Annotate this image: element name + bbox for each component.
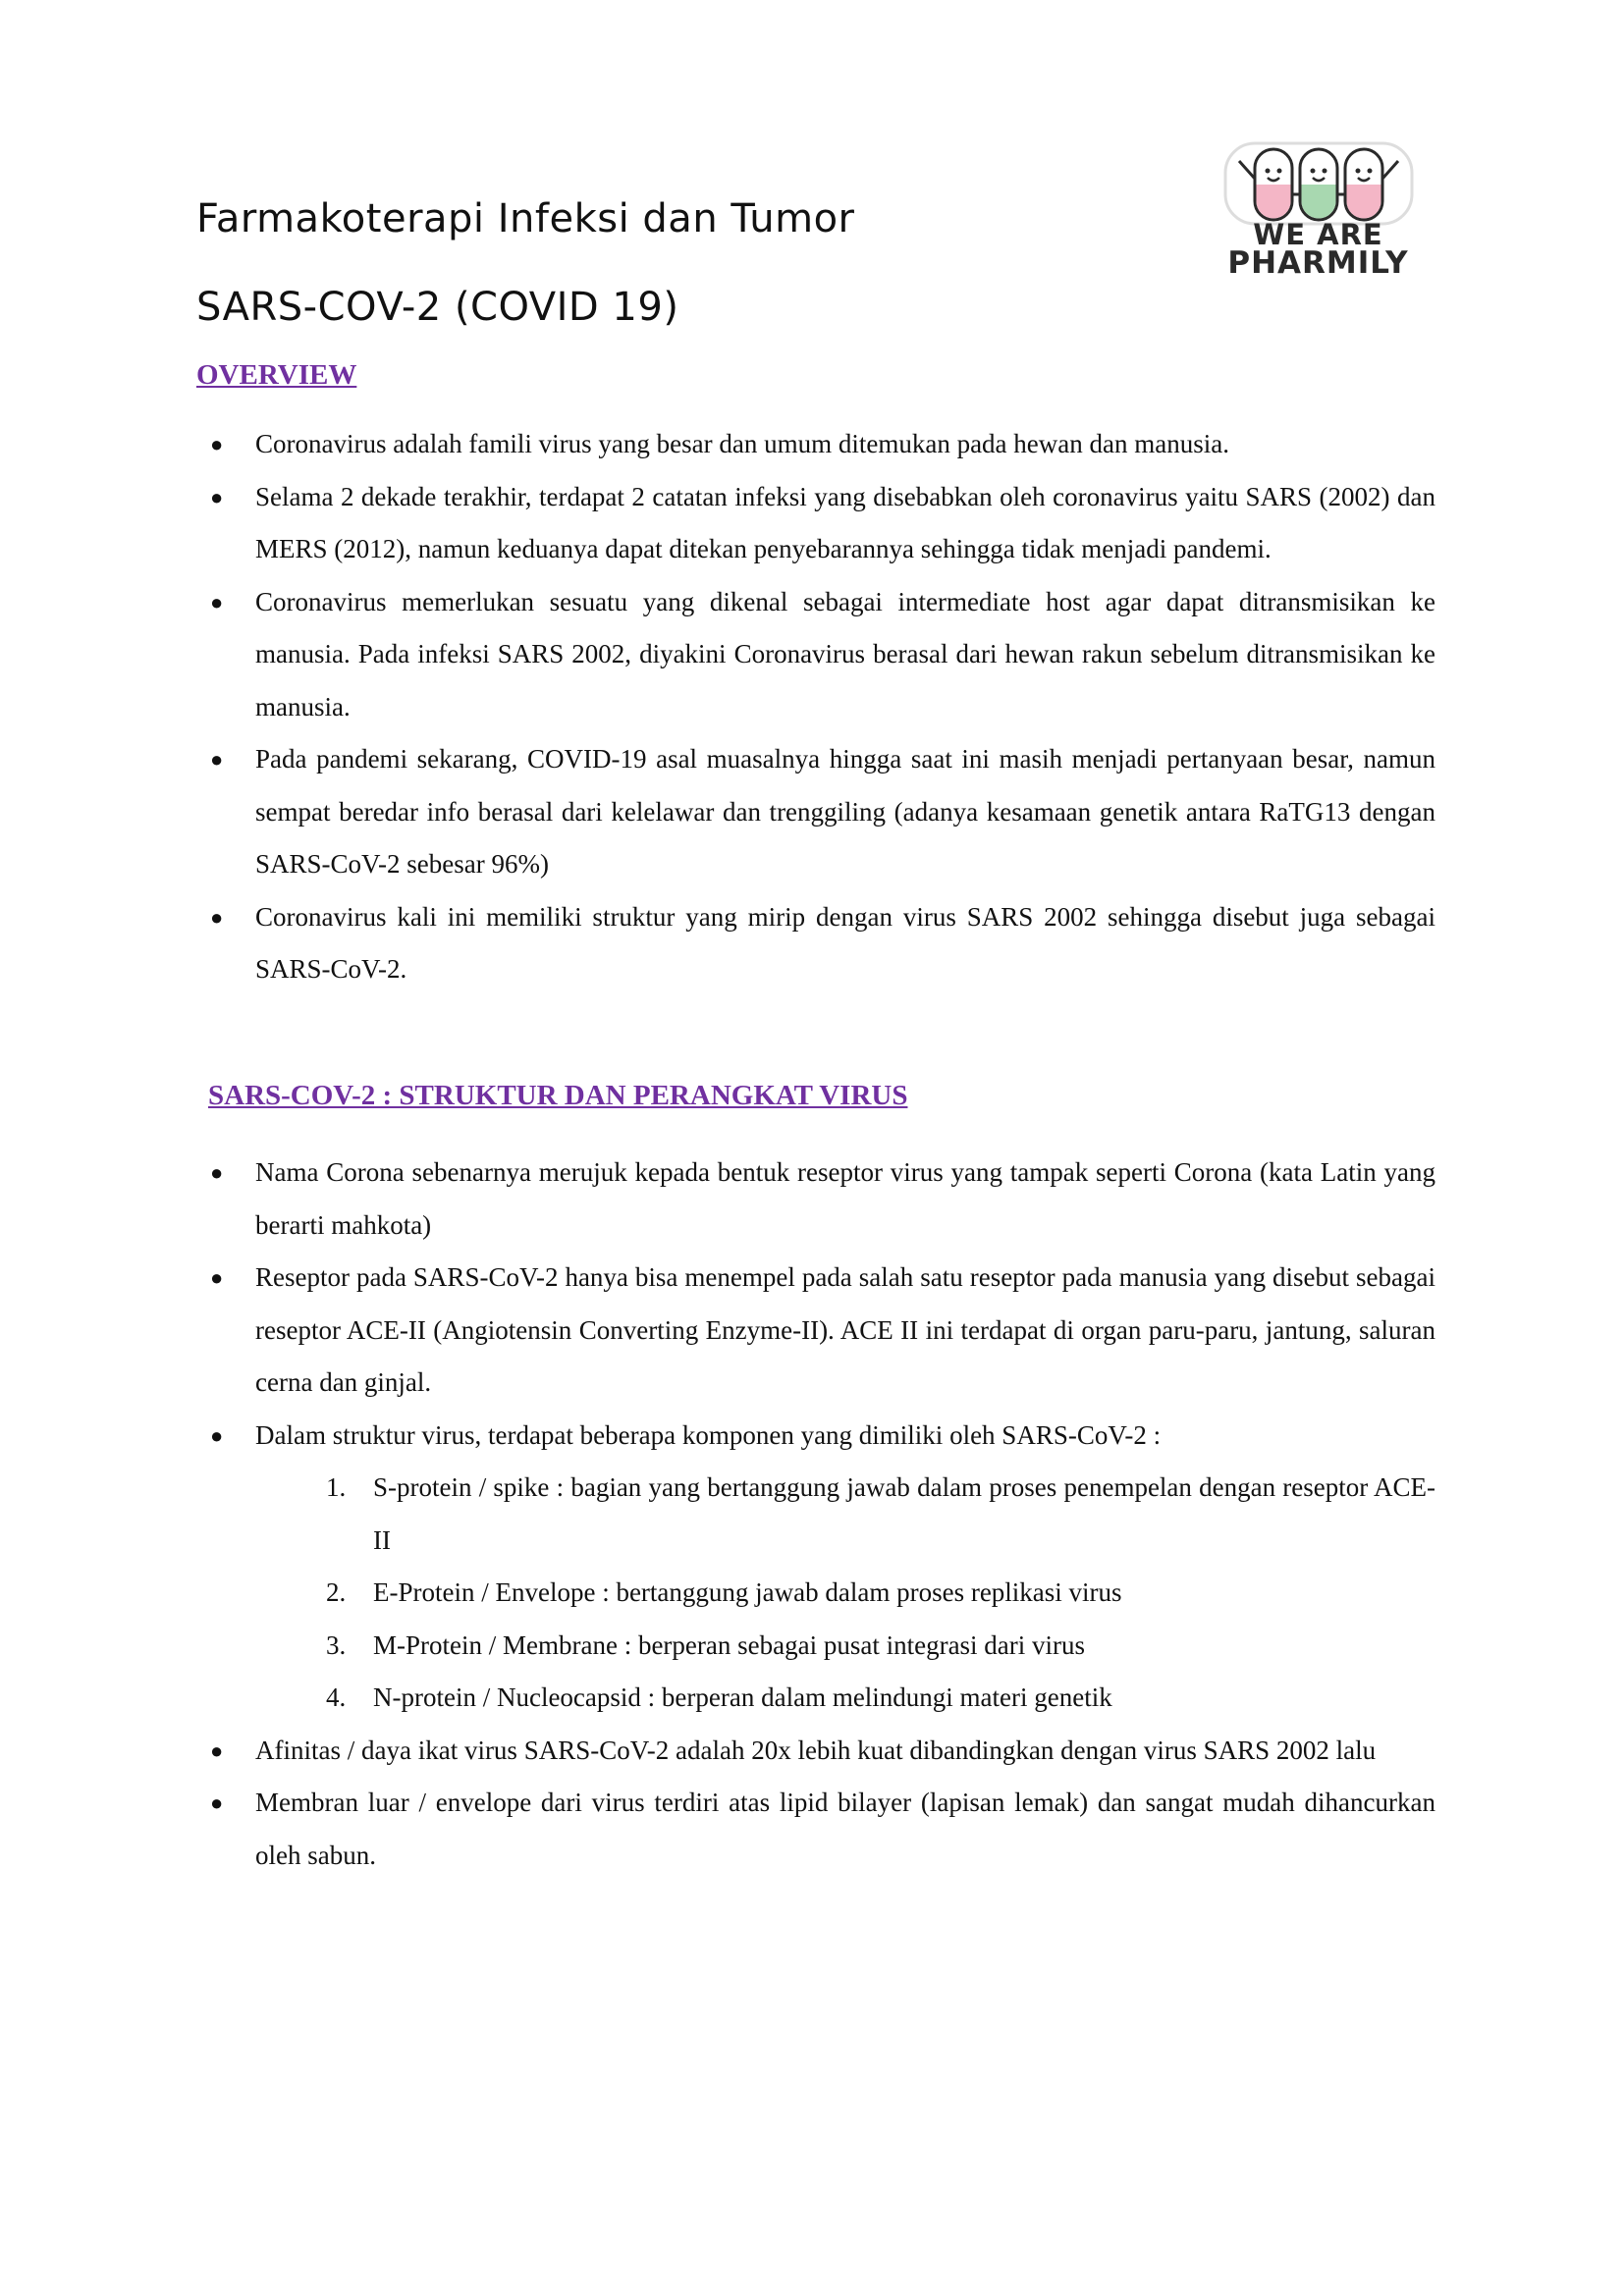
bullet-icon: ● xyxy=(210,904,224,930)
item-text: M-Protein / Membrane : berperan sebagai pusat integrasi dari virus xyxy=(373,1629,1086,1660)
overview-section xyxy=(196,418,1435,996)
item-text: N-protein / Nucleocapsid : berperan dalam melindungi materi genetik xyxy=(373,1682,1112,1712)
we-are-pharmily-logo xyxy=(1218,139,1419,287)
numbered-item xyxy=(314,1567,1435,1620)
bullet-icon: ● xyxy=(210,1265,224,1290)
logo-text-line1: WE ARE xyxy=(1253,218,1383,251)
bullet-item xyxy=(196,733,1435,891)
item-text: E-Protein / Envelope : bertanggung jawab dalam proses replikasi virus xyxy=(373,1577,1122,1607)
bullet-item xyxy=(196,1252,1435,1410)
numbered-item xyxy=(314,1620,1435,1673)
bullet-icon: ● xyxy=(210,484,224,509)
numbered-item xyxy=(314,1672,1435,1725)
bullet-icon: ● xyxy=(210,747,224,772)
bullet-icon: ● xyxy=(210,1160,224,1185)
item-number: 4. xyxy=(326,1682,347,1712)
bullet-item xyxy=(196,1725,1435,1778)
bullet-text: Nama Corona sebenarnya merujuk kepada bentuk reseptor virus yang tampak seperti Corona (kata Latin yang berarti mahkota) xyxy=(255,1157,1435,1240)
bullet-text: Coronavirus adalah famili virus yang besar dan umum ditemukan pada hewan dan manusia. xyxy=(255,429,1229,458)
bullet-icon: ● xyxy=(210,1422,224,1448)
bullet-item xyxy=(196,1147,1435,1252)
bullet-text: Dalam struktur virus, terdapat beberapa komponen yang dimiliki oleh SARS-CoV-2 : xyxy=(255,1419,1162,1450)
struktur-bullet-list xyxy=(196,1147,1435,1882)
bullet-item xyxy=(196,891,1435,996)
document-title: Farmakoterapi Infeksi dan Tumor xyxy=(196,196,855,241)
numbered-item xyxy=(314,1462,1435,1567)
bullet-text: Afinitas / daya ikat virus SARS-CoV-2 adalah 20x lebih kuat dibandingkan dengan virus SARS 2002 lalu xyxy=(255,1735,1377,1765)
bullet-item xyxy=(196,471,1435,576)
struktur-heading: SARS-COV-2 : STRUKTUR DAN PERANGKAT VIRUS xyxy=(208,1080,908,1111)
overview-bullet-list xyxy=(196,418,1435,996)
item-number: 2. xyxy=(326,1577,347,1607)
bullet-icon: ● xyxy=(210,432,224,456)
bullet-icon: ● xyxy=(210,1737,224,1763)
bullet-text: Coronavirus memerlukan sesuatu yang dikenal sebagai intermediate host agar dapat ditransmisikan ke manusia. Pada infeksi SARS 2002, diyakini Coronavirus berasal dari hewan rakun sebelum ditransmisikan ke manusia. xyxy=(255,586,1435,721)
struktur-section xyxy=(196,1147,1435,1882)
document-subtitle: SARS-COV-2 (COVID 19) xyxy=(196,285,679,330)
bullet-item xyxy=(196,1777,1435,1882)
bullet-item xyxy=(196,1410,1435,1725)
bullet-text: Membran luar / envelope dari virus terdiri atas lipid bilayer (lapisan lemak) dan sangat mudah dihancurkan oleh sabun. xyxy=(255,1788,1435,1870)
item-number: 1. xyxy=(326,1472,347,1502)
overview-heading: OVERVIEW xyxy=(196,359,357,391)
item-number: 3. xyxy=(326,1629,347,1660)
component-numbered-list xyxy=(314,1462,1435,1725)
bullet-text: Selama 2 dekade terakhir, terdapat 2 catatan infeksi yang disebabkan oleh coronavirus yaitu SARS (2002) dan MERS (2012), namun keduanya dapat ditekan penyebarannya sehingga tidak menjadi pandemi. xyxy=(255,481,1435,563)
bullet-item xyxy=(196,576,1435,734)
bullet-item xyxy=(196,418,1435,471)
logo-text-line2: PHARMILY xyxy=(1227,245,1409,281)
bullet-text: Coronavirus kali ini memiliki struktur yang mirip dengan virus SARS 2002 sehingga disebut juga sebagai SARS-CoV-2. xyxy=(255,901,1435,984)
bullet-text: Pada pandemi sekarang, COVID-19 asal muasalnya hingga saat ini masih menjadi pertanyaan besar, namun sempat beredar info berasal dari kelelawar dan trenggiling (adanya kesamaan genetik antara RaTG13 dengan SARS-CoV-2 sebesar 96%) xyxy=(255,744,1435,879)
pill-characters-icon xyxy=(1218,139,1419,228)
bullet-text: Reseptor pada SARS-CoV-2 hanya bisa menempel pada salah satu reseptor pada manusia yang disebut sebagai reseptor ACE-II (Angiotensin Converting Enzyme-II). ACE II ini terdapat di organ paru-paru, jantung, saluran cerna dan ginjal. xyxy=(255,1262,1435,1397)
item-text: S-protein / spike : bagian yang bertanggung jawab dalam proses penempelan dengan reseptor ACE-II xyxy=(373,1472,1435,1555)
bullet-icon: ● xyxy=(210,1790,224,1815)
bullet-icon: ● xyxy=(210,589,224,614)
